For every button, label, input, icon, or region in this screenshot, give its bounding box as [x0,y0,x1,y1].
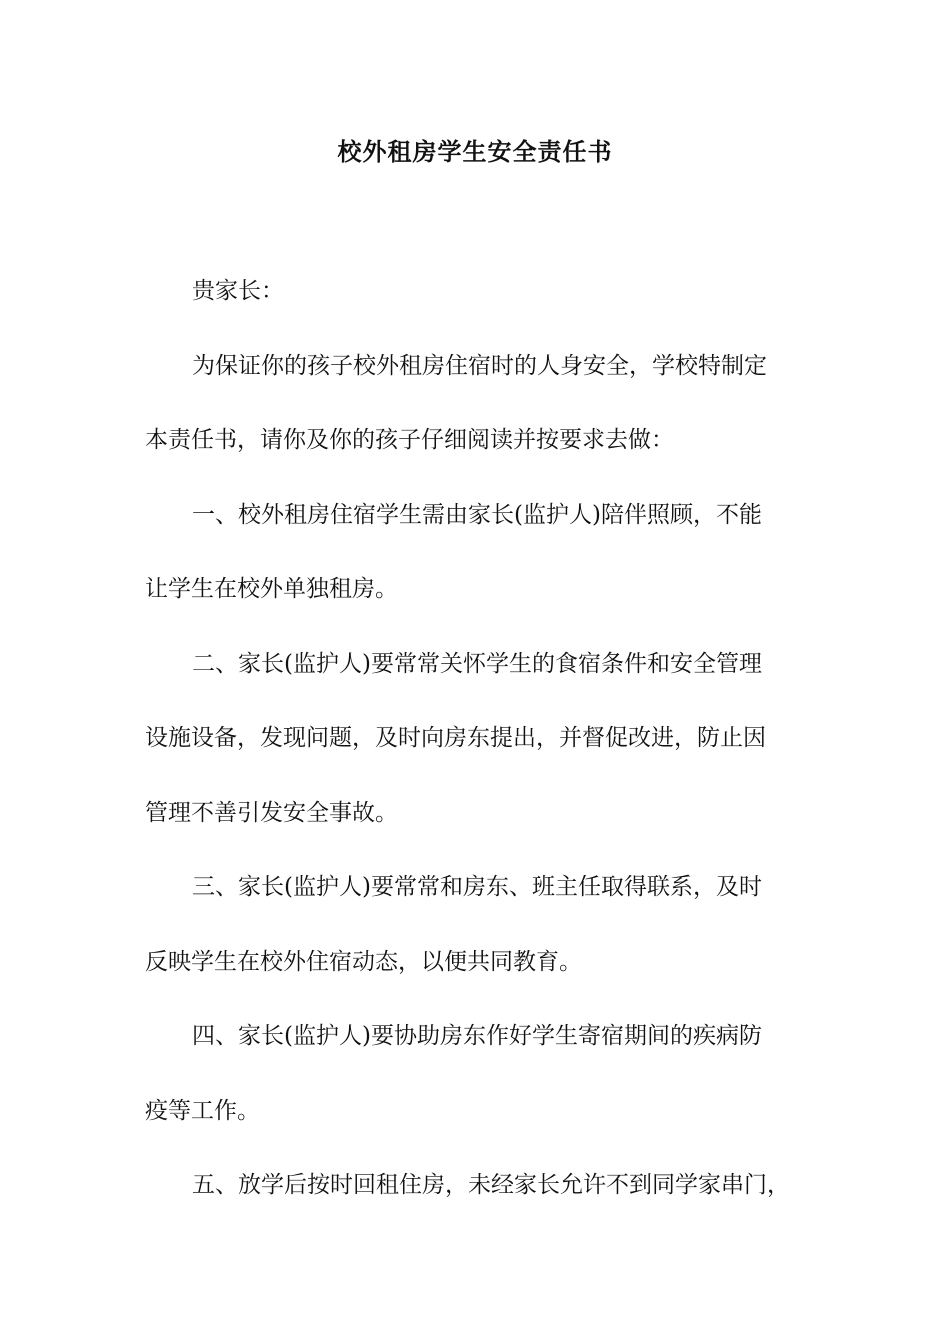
paragraph-item-2 [145,627,810,851]
text-line: 一、校外租房住宿学生需由家长(监护人)陪伴照顾，不能 [192,501,762,528]
text-line: 为保证你的孩子校外租房住宿时的人身安全，学校特制定 [192,352,767,379]
paragraph-item-5 [145,1148,810,1223]
text-line: 二、家长(监护人)要常常关怀学生的食宿条件和安全管理 [192,650,762,677]
text-line: 让学生在校外单独租房。 [145,576,398,602]
document-title: 校外租房学生安全责任书 [337,137,613,166]
text-line: 管理不善引发安全事故。 [145,799,398,826]
text-line: 设施设备，发现问题，及时向房东提出，并督促改进，防止因 [145,725,766,751]
paragraph-item-4 [145,999,810,1148]
text-line: 三、家长(监护人)要常常和房东、班主任取得联系，及时 [192,874,762,900]
paragraph-item-3 [145,850,810,999]
greeting: 贵家长： [192,278,284,304]
document-body [145,254,810,1223]
paragraph-item-1 [145,478,810,627]
text-line: 四、家长(监护人)要协助房东作好学生寄宿期间的疾病防 [192,1023,762,1049]
text-line: 本责任书，请你及你的孩子仔细阅读并按要求去做： [145,427,674,453]
paragraph-intro [145,329,810,478]
text-line: 反映学生在校外住宿动态，以便共同教育。 [145,948,582,975]
text-line: 五、放学后按时回租住房，未经家长允许不到同学家串门， [192,1172,790,1198]
text-line: 疫等工作。 [145,1097,260,1124]
